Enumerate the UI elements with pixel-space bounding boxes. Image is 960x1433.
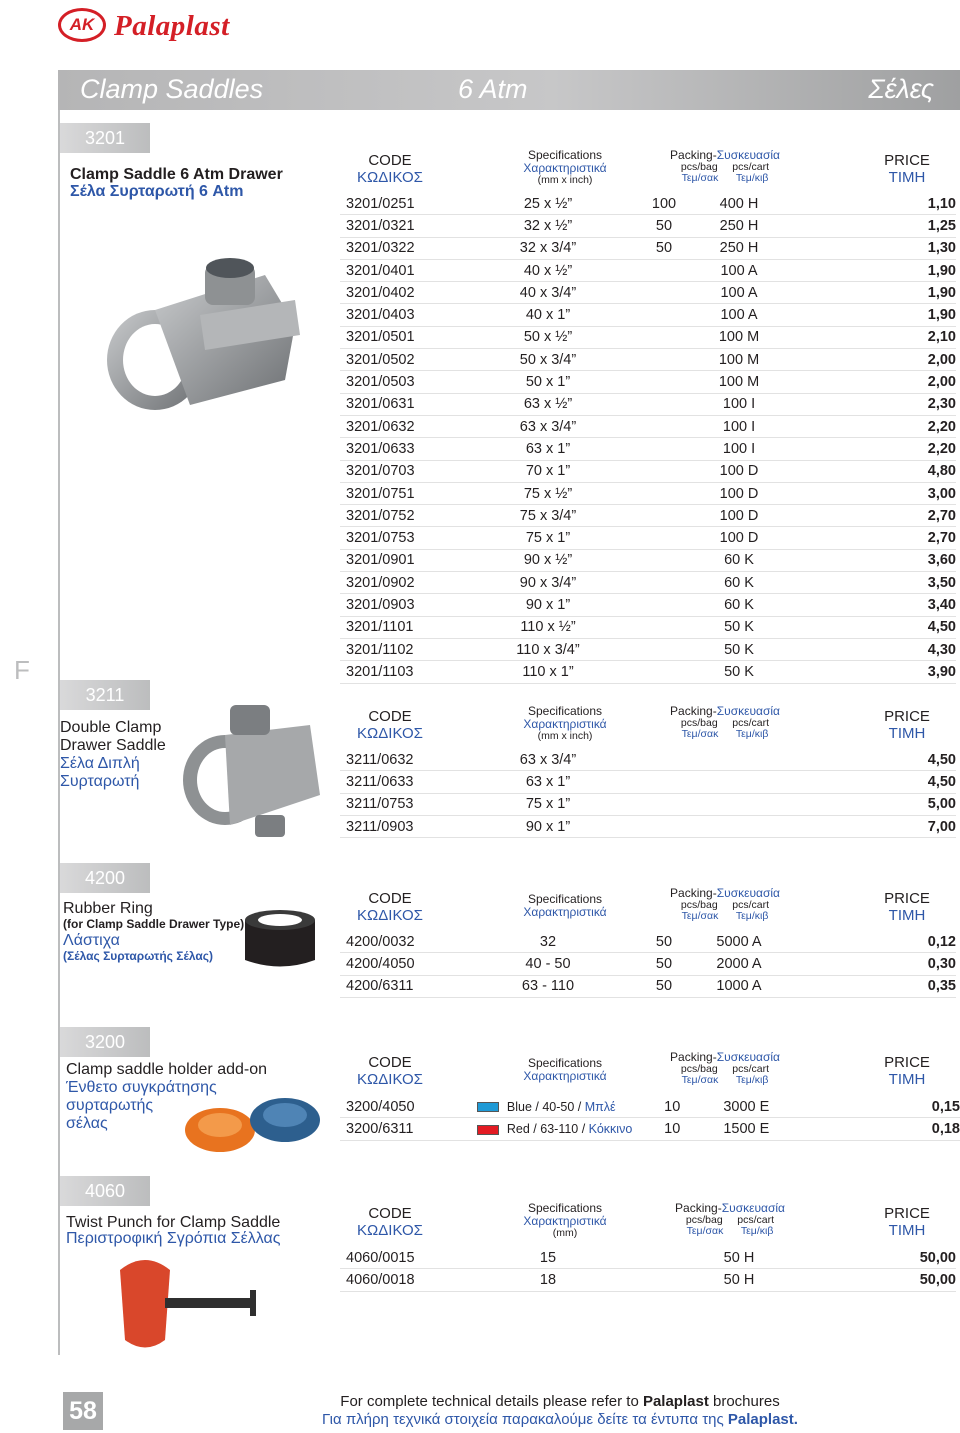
product-code: 4200/4050 [346,955,415,972]
spacer [778,661,896,683]
spacer [778,638,896,660]
product-spec: 25 x ½” [523,195,573,212]
spec-en: Blue / 40-50 / [506,1099,585,1114]
table-row [340,1096,960,1118]
pcs-per-bag: 10 [664,1098,681,1115]
pcs-per-bag [628,527,700,549]
product-price: 1,90 [927,307,956,324]
product-spec: 75 x 1” [525,796,571,813]
product-spec: 75 x 3/4” [519,507,577,524]
table-row [340,661,956,683]
pcs-per-bag: 50 [655,240,673,257]
col-code-header: CODE ΚΩΔΙΚΟΣ [357,890,423,924]
pcs-per-cart: 50 K [724,663,754,680]
spacer [778,771,896,793]
product-spec: 63 x 3/4” [519,418,577,435]
product-title-gr: Σέλα Συρταρωτή 6 Atm [70,183,244,200]
product-spec: 50 x 3/4” [519,351,577,368]
table-row [340,594,956,616]
spacer [778,1269,896,1291]
pcs-per-bag: 50 [655,978,673,995]
table-row [340,1118,960,1140]
product-spec: 40 x ½” [523,262,573,279]
pcs-per-cart: 50 H [723,1249,755,1266]
table-3211 [340,749,956,838]
color-swatch [477,1102,499,1112]
table-row [340,638,956,660]
pcs-per-bag [628,638,700,660]
pcs-per-cart: 100 I [722,418,756,435]
product-price: 1,10 [927,195,956,212]
product-spec: 15 [539,1249,557,1266]
product-code: 4060/0018 [346,1271,415,1288]
pcs-per-bag [628,460,700,482]
product-spec: 110 x 3/4” [516,641,580,658]
pcs-per-bag [628,771,700,793]
pcs-per-cart: 100 I [722,440,756,457]
pcs-per-cart: 50 H [723,1271,755,1288]
pcs-per-bag [628,1269,700,1291]
pcs-per-cart: 50 K [724,619,754,636]
spec-en: Red / 63-110 / [506,1121,589,1136]
pcs-per-cart: 100 M [718,351,760,368]
spacer [778,931,896,953]
product-code: 3200/6311 [346,1120,414,1137]
product-spec: 32 x ½” [523,217,573,234]
product-title-gr: Λάστιχα [63,932,120,949]
spacer [778,282,896,304]
product-price: 2,00 [927,351,956,368]
section-tab-3211: 3211 [60,680,150,710]
product-price: 2,70 [927,507,956,524]
table-row [340,438,956,460]
product-code: 3211/0753 [346,796,414,813]
spacer [778,215,896,237]
spacer [778,460,896,482]
product-price: 0,30 [927,955,956,972]
col-price-header: PRICE ΤΙΜΗ [884,152,930,186]
product-code: 3201/0903 [346,596,415,613]
double-clamp-image [170,695,330,845]
pcs-per-cart: 1000 A [716,978,762,995]
product-price: 2,20 [927,418,956,435]
col-code-header: CODE ΚΩΔΙΚΟΣ [357,1054,423,1088]
brand-name: Palaplast [114,10,230,42]
pcs-per-cart: 3000 E [723,1098,770,1115]
product-price: 4,50 [927,773,956,790]
product-code: 3201/0251 [346,195,415,212]
product-price: 3,50 [927,574,956,591]
table-4060 [340,1247,956,1292]
pcs-per-bag [628,415,700,437]
col-packing-header: Packing-Συσκευασία pcs/bag pcs/cart Τεμ/σακ Τεμ/κιβ [670,148,780,184]
pcs-per-bag [628,793,700,815]
col-price-header: PRICE ΤΙΜΗ [884,708,930,742]
product-code: 3201/0753 [346,530,415,547]
header-title-left: Clamp Saddles [80,74,264,104]
pcs-per-cart: 250 H [719,217,759,234]
pcs-per-cart: 100 A [720,307,758,324]
pcs-per-cart: 400 H [719,195,759,212]
product-title-gr-3: σέλας [66,1115,108,1132]
product-code: 3201/0633 [346,440,415,457]
product-price: 3,60 [927,552,956,569]
pcs-per-cart: 60 K [724,574,754,591]
pcs-per-bag [628,349,700,371]
product-code: 3201/0401 [346,262,415,279]
col-packing-header: Packing-Συσκευασία pcs/bag pcs/cart Τεμ/σακ Τεμ/κιβ [670,1050,780,1086]
product-title-gr-2: Συρταρωτή [60,773,140,790]
page-number: 58 [63,1392,103,1430]
pcs-per-bag [628,661,700,683]
product-price: 50,00 [919,1271,956,1288]
pcs-per-cart [700,815,778,837]
col-packing-header: Packing-Συσκευασία pcs/bag pcs/cart Τεμ/σακ Τεμ/κιβ [670,886,780,922]
product-spec [467,1096,637,1118]
pcs-per-bag [628,393,700,415]
product-price: 1,25 [927,217,956,234]
product-code: 3201/0631 [346,396,415,413]
pcs-per-bag [628,282,700,304]
col-packing-header: Packing-Συσκευασία pcs/bag pcs/cart Τεμ/σακ Τεμ/κιβ [670,704,780,740]
spacer [778,259,896,281]
product-price: 3,90 [927,663,956,680]
col-price-header: PRICE ΤΙΜΗ [884,890,930,924]
table-row [340,460,956,482]
table-row [340,1269,956,1291]
table-row [340,237,956,259]
product-price: 0,18 [931,1120,960,1137]
pcs-per-bag [628,616,700,638]
pcs-per-bag: 50 [655,217,673,234]
product-spec: 90 x ½” [523,552,573,569]
table-row [340,304,956,326]
table-row [340,393,956,415]
section-tab-3201: 3201 [60,123,150,153]
brand-badge: AK [58,8,106,42]
pcs-per-cart: 100 M [718,374,760,391]
pcs-per-cart: 100 D [719,507,759,524]
table-row [340,193,956,215]
product-spec: 110 x ½” [520,619,576,636]
table-3200 [340,1096,960,1141]
pcs-per-cart: 100 A [720,284,758,301]
product-code: 3201/0901 [346,552,415,569]
product-code: 3201/1101 [346,619,414,636]
table-row [340,793,956,815]
side-letter: F [14,655,30,685]
spacer [778,594,896,616]
holder-addon-image [180,1085,330,1160]
product-spec: 32 [539,933,557,950]
pcs-per-cart [700,793,778,815]
product-code: 4200/6311 [346,978,414,995]
product-subtitle-en: (for Clamp Saddle Drawer Type) [63,917,245,931]
table-row [340,259,956,281]
pcs-per-bag [628,749,700,771]
spacer [778,237,896,259]
spacer [778,393,896,415]
pcs-per-bag [628,304,700,326]
table-row [340,215,956,237]
spacer [778,815,896,837]
product-price: 1,30 [927,240,956,257]
table-row [340,371,956,393]
col-packing-header: Packing-Συσκευασία pcs/bag pcs/cart Τεμ/σακ Τεμ/κιβ [675,1201,785,1237]
product-code: 3201/0402 [346,284,415,301]
product-spec: 50 x 1” [525,374,571,391]
table-row [340,771,956,793]
product-code: 3201/0703 [346,463,415,480]
product-title-en: Rubber Ring [63,900,153,917]
section-tab-4060: 4060 [60,1176,150,1206]
rubber-ring-image [240,905,320,975]
product-price: 1,90 [927,284,956,301]
pcs-per-bag [628,594,700,616]
product-title-en: Clamp saddle holder add-on [66,1061,268,1078]
product-spec: 63 x 3/4” [519,751,577,768]
product-code: 3201/0503 [346,374,415,391]
spacer [778,975,896,997]
product-code: 4060/0015 [346,1249,415,1266]
table-4200 [340,931,956,998]
product-spec: 32 x 3/4” [519,240,577,257]
product-spec: 90 x 1” [525,596,571,613]
product-spec: 90 x 1” [525,818,571,835]
pcs-per-bag: 100 [651,195,677,212]
col-price-header: PRICE ΤΙΜΗ [884,1054,930,1088]
pcs-per-cart: 100 A [720,262,758,279]
pcs-per-cart: 100 M [718,329,760,346]
pcs-per-cart: 5000 A [716,933,762,950]
table-row [340,931,956,953]
table-row [340,505,956,527]
spacer [778,371,896,393]
table-row [340,282,956,304]
pcs-per-cart: 100 D [719,485,759,502]
product-spec: 110 x 1” [522,663,574,680]
product-price: 1,90 [927,262,956,279]
product-spec: 40 x 3/4” [519,284,577,301]
spec-gr: Μπλέ [584,1099,616,1114]
section-tab-4200: 4200 [60,863,150,893]
pcs-per-cart: 1500 E [723,1120,770,1137]
pcs-per-cart [700,771,778,793]
product-code: 3201/0752 [346,507,415,524]
product-title-en-1: Double Clamp [60,719,162,736]
footer-note-en: For complete technical details please refer to Palaplast brochures [340,1393,780,1410]
product-code: 3201/0751 [346,485,415,502]
product-code: 3201/0321 [346,217,415,234]
header-title-mid: 6 Atm [458,74,528,104]
pcs-per-bag: 50 [655,933,673,950]
col-spec-header: Specifications Χαρακτηριστικά [523,892,607,919]
product-spec: 63 x 1” [525,773,571,790]
table-row [340,749,956,771]
product-price: 2,00 [927,374,956,391]
header-title-right: Σέλες [868,74,934,104]
product-spec: 63 - 110 [521,978,575,995]
pcs-per-cart: 2000 A [716,955,762,972]
product-code: 3201/0502 [346,351,415,368]
spacer [778,616,896,638]
product-price: 2,20 [927,440,956,457]
pcs-per-cart: 100 I [722,396,756,413]
spacer [778,505,896,527]
pcs-per-bag [628,482,700,504]
product-code: 3201/0403 [346,307,415,324]
pcs-per-bag [628,438,700,460]
pcs-per-cart: 100 D [719,463,759,480]
product-spec: 40 - 50 [525,955,571,972]
table-row [340,975,956,997]
pcs-per-bag [628,259,700,281]
footer-note-gr: Για πλήρη τεχνικά στοιχεία παρακαλούμε δείτε τα έντυπα της Palaplast. [322,1411,798,1428]
pcs-per-bag [628,815,700,837]
spacer [778,193,896,215]
table-row [340,527,956,549]
product-spec: 40 x 1” [525,307,571,324]
product-spec: 18 [539,1271,557,1288]
product-price: 5,00 [927,796,956,813]
table-3201 [340,193,956,684]
product-code: 3211/0903 [346,818,414,835]
product-price: 2,30 [927,396,956,413]
product-code: 3201/0902 [346,574,415,591]
product-code: 3201/1103 [346,663,414,680]
pcs-per-bag [628,505,700,527]
spacer [778,572,896,594]
spacer [778,326,896,348]
product-spec: 70 x 1” [525,463,571,480]
section-tab-3200: 3200 [60,1027,150,1057]
product-price: 2,10 [927,329,956,346]
color-swatch [477,1125,499,1135]
product-code: 3211/0632 [346,751,414,768]
product-code: 3201/0501 [346,329,415,346]
pcs-per-cart: 60 K [724,596,754,613]
pcs-per-cart: 60 K [724,552,754,569]
pcs-per-cart: 100 D [719,530,759,547]
product-price: 0,12 [927,933,956,950]
spacer [785,1096,901,1118]
table-row [340,482,956,504]
pcs-per-bag: 10 [664,1120,681,1137]
product-spec: 75 x 1” [525,530,571,547]
product-title-gr-1: Ένθετο συγκράτησης [66,1079,217,1096]
product-code: 3211/0633 [346,773,414,790]
product-subtitle-gr: (Σέλας Συρταρωτής Σέλας) [63,949,214,963]
table-row [340,953,956,975]
spacer [778,527,896,549]
product-spec: 50 x ½” [523,329,573,346]
table-row [340,616,956,638]
table-row [340,326,956,348]
spacer [785,1118,901,1140]
col-code-header: CODE ΚΩΔΙΚΟΣ [357,708,423,742]
pcs-per-cart [700,749,778,771]
spacer [778,415,896,437]
product-code: 3201/1102 [346,641,414,658]
product-title-gr-1: Σέλα Διπλή [60,755,140,772]
col-price-header: PRICE ΤΙΜΗ [884,1205,930,1239]
col-spec-header: Specifications Χαρακτηριστικά (mm x inch) [523,148,607,186]
product-price: 3,00 [927,485,956,502]
product-price: 0,15 [931,1098,960,1115]
product-spec: 63 x ½” [523,396,573,413]
table-row [340,572,956,594]
product-code: 3201/0632 [346,418,415,435]
spacer [778,1247,896,1269]
product-code: 3200/4050 [346,1098,415,1115]
product-spec: 75 x ½” [523,485,573,502]
pcs-per-cart: 50 K [724,641,754,658]
product-spec [467,1118,637,1140]
pcs-per-bag: 50 [655,955,673,972]
product-price: 3,40 [927,596,956,613]
product-title-en-2: Drawer Saddle [60,737,166,754]
table-row [340,349,956,371]
table-row [340,815,956,837]
page-header [58,70,960,110]
table-row [340,415,956,437]
col-spec-header: Specifications Χαρακτηριστικά [523,1056,607,1083]
product-spec: 63 x 1” [525,440,571,457]
product-price: 4,30 [927,641,956,658]
spacer [778,749,896,771]
col-code-header: CODE ΚΩΔΙΚΟΣ [357,1205,423,1239]
twist-punch-image [100,1250,280,1360]
product-spec: 90 x 3/4” [519,574,577,591]
product-price: 0,35 [927,978,956,995]
product-title-gr: Περιστροφική Σγρόπια Σέλλας [66,1230,281,1247]
pcs-per-bag [628,326,700,348]
spacer [778,438,896,460]
spacer [778,793,896,815]
product-price: 4,50 [927,619,956,636]
spacer [778,349,896,371]
product-price: 4,50 [927,751,956,768]
spacer [778,549,896,571]
pcs-per-cart: 250 H [719,240,759,257]
spacer [778,482,896,504]
product-price: 7,00 [927,818,956,835]
table-row [340,549,956,571]
col-spec-header: Specifications Χαρακτηριστικά (mm x inch) [523,704,607,742]
pcs-per-bag [628,572,700,594]
spacer [778,304,896,326]
product-title-gr-2: συρταρωτής [66,1097,154,1114]
pcs-per-bag [628,1247,700,1269]
pcs-per-bag [628,371,700,393]
product-code: 3201/0322 [346,240,415,257]
product-price: 2,70 [927,530,956,547]
product-price: 50,00 [919,1249,956,1266]
spacer [778,953,896,975]
col-code-header: CODE ΚΩΔΙΚΟΣ [357,152,423,186]
product-price: 4,80 [927,463,956,480]
col-spec-header: Specifications Χαρακτηριστικά (mm) [523,1201,607,1239]
product-title-en: Twist Punch for Clamp Saddle [66,1214,281,1231]
table-row [340,1247,956,1269]
product-title-en: Clamp Saddle 6 Atm Drawer [70,166,283,183]
pcs-per-bag [628,549,700,571]
spec-gr: Κόκκινο [588,1121,633,1136]
product-code: 4200/0032 [346,933,415,950]
clamp-saddle-image [95,240,310,420]
